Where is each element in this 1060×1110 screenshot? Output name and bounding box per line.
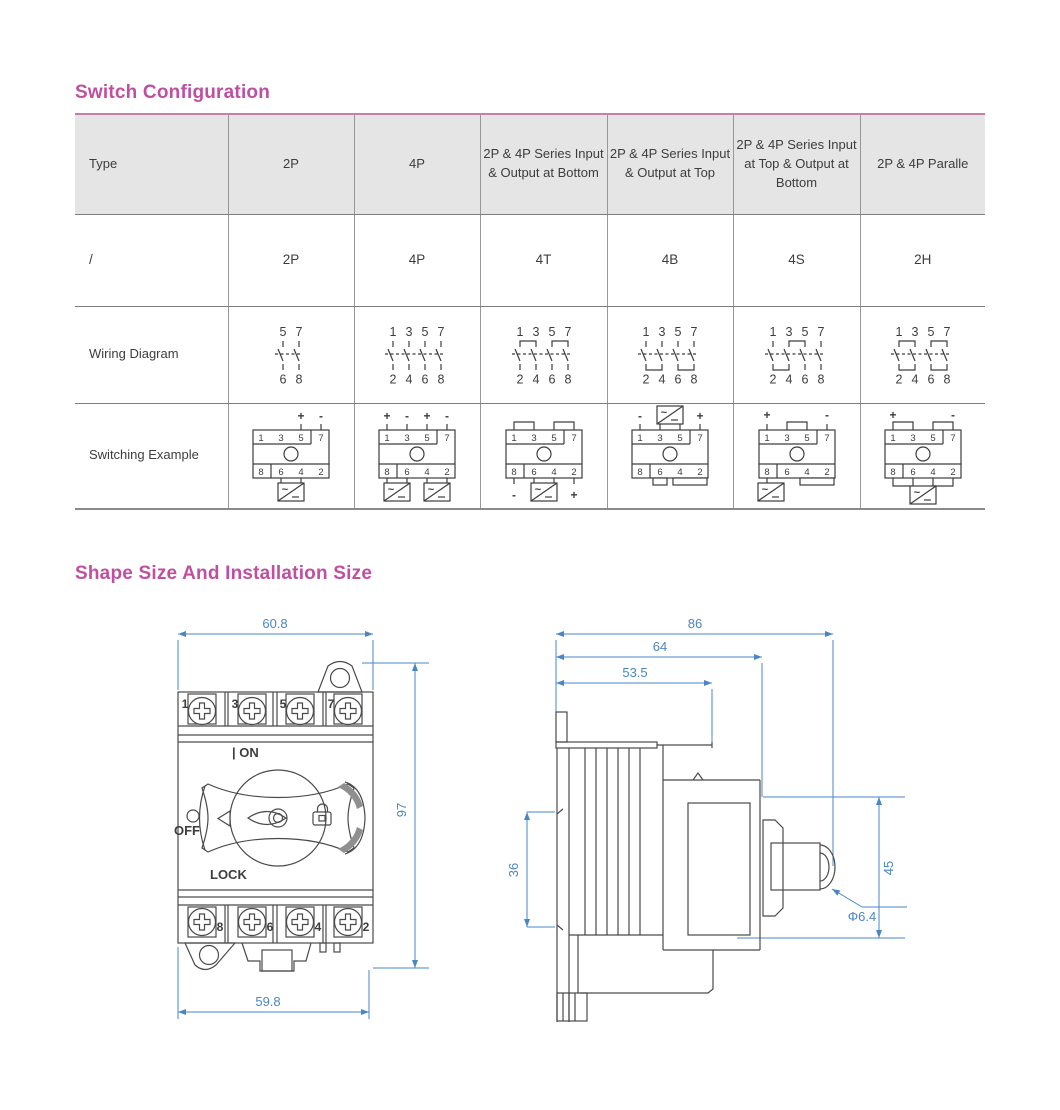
svg-text:3: 3 [405,324,413,339]
dim-height: 97 [394,802,409,818]
wiring-cell-2p [228,306,354,403]
switching-cell-4t [480,403,607,509]
svg-text:3: 3 [911,324,919,339]
svg-text:1: 1 [895,324,903,339]
svg-text:5: 5 [674,324,682,339]
svg-text:4: 4 [677,466,683,478]
terminal-number: 2 [362,920,370,934]
svg-text:7: 7 [690,324,698,339]
switching-cell-4p [354,403,480,509]
svg-text:7: 7 [318,432,324,444]
svg-text:~: ~ [281,483,289,496]
svg-text:6: 6 [657,466,663,478]
svg-text:2: 2 [444,466,450,478]
svg-text:7: 7 [295,324,303,339]
header-4s: 2P & 4P Series Input at Top & Output at Bottom [733,114,860,214]
dim-bottom-width: 59.8 [255,994,281,1009]
svg-text:4: 4 [785,372,792,386]
svg-text:+: + [423,408,431,423]
svg-text:5: 5 [421,324,429,339]
switching-cell-4s [733,403,860,509]
svg-text:8: 8 [637,466,643,478]
code-4s: 4S [733,214,860,306]
svg-text:-: - [405,408,409,423]
dia-leader-line [832,889,862,907]
top-terminal-strip [182,692,362,726]
header-2h: 2P & 4P Paralle [860,114,985,214]
svg-text:3: 3 [657,432,663,444]
svg-text:~: ~ [761,483,768,496]
svg-text:2: 2 [895,372,903,386]
header-type: Type [75,114,228,214]
terminal-number: 5 [279,697,287,711]
svg-text:-: - [950,407,955,422]
dim-top-width: 60.8 [262,616,288,631]
svg-text:5: 5 [927,324,935,339]
wiring-cell-4s [733,306,860,403]
svg-text:8: 8 [690,372,698,386]
switching-row-label: Switching Example [75,403,228,509]
wiring-diagram-2p [273,323,309,387]
svg-text:1: 1 [510,432,517,444]
svg-text:3: 3 [783,432,790,444]
svg-text:5: 5 [677,432,683,444]
svg-text:3: 3 [658,324,666,339]
section-title-shape-size: Shape Size And Installation Size [75,563,373,584]
svg-text:6: 6 [674,372,682,386]
off-indicator-dot [187,810,199,822]
switching-cell-2h [860,403,985,509]
svg-text:6: 6 [279,372,287,386]
svg-text:3: 3 [910,432,916,444]
lock-icon [313,804,331,825]
svg-text:2: 2 [642,372,650,386]
terminal-screw [335,909,362,936]
svg-text:1: 1 [384,432,390,444]
top-cap [556,742,657,748]
svg-text:3: 3 [530,432,537,444]
terminal-number: 7 [327,697,335,711]
wiring-diagram-row [75,306,985,403]
svg-text:+: + [696,408,704,423]
code-row-label: / [75,214,228,306]
svg-text:2: 2 [570,466,577,478]
svg-text:1: 1 [637,432,643,444]
svg-text:4: 4 [550,466,557,478]
svg-text:+: + [569,487,578,502]
header-4b: 2P & 4P Series Input & Output at Top [607,114,733,214]
code-4p: 4P [354,214,480,306]
svg-text:4: 4 [911,372,919,386]
header-4p: 4P [354,114,480,214]
wiring-diagram-4s [763,323,831,387]
wiring-cell-4p [354,306,480,403]
wiring-diagram-4t [510,323,578,387]
switching-cell-4b [607,403,733,509]
svg-text:8: 8 [763,466,770,478]
svg-text:8: 8 [890,466,896,478]
svg-text:4: 4 [803,466,810,478]
din-clip [242,943,311,971]
svg-text:4: 4 [658,372,666,386]
svg-text:5: 5 [279,324,287,339]
svg-text:4: 4 [298,466,304,478]
wiring-row-label: Wiring Diagram [75,306,228,403]
svg-text:-: - [638,408,642,423]
bottom-mounting-ear [185,943,235,970]
svg-text:8: 8 [510,466,517,478]
terminal-screw [287,909,314,936]
svg-text:2: 2 [516,372,523,386]
svg-text:2: 2 [697,466,703,478]
switching-example-4s [750,404,844,508]
svg-text:8: 8 [437,372,445,386]
svg-text:~: ~ [534,483,541,496]
wiring-diagram-4p [383,323,451,387]
label-off: OFF [174,823,200,838]
svg-text:1: 1 [769,324,776,339]
svg-text:6: 6 [910,466,916,478]
terminal-number: 1 [181,697,189,711]
svg-text:2: 2 [769,372,776,386]
svg-text:5: 5 [801,324,808,339]
svg-text:+: + [383,408,391,423]
svg-text:7: 7 [444,432,450,444]
svg-text:6: 6 [278,466,284,478]
side-view-drawing [505,598,945,1048]
switch-body-side [556,712,835,1022]
svg-text:7: 7 [570,432,577,444]
svg-text:7: 7 [823,432,830,444]
bottom-terminal-strip [188,905,370,943]
dim-86: 86 [687,616,703,631]
code-4b: 4B [607,214,733,306]
svg-text:3: 3 [785,324,792,339]
handle-pointer-triangle [218,811,230,826]
svg-text:-: - [511,487,516,502]
svg-text:6: 6 [530,466,537,478]
label-lock: LOCK [210,867,247,882]
terminal-number: 8 [216,920,224,934]
svg-text:~: ~ [660,406,668,419]
svg-text:5: 5 [803,432,810,444]
switching-example-4p [370,404,464,508]
svg-text:1: 1 [763,432,770,444]
svg-text:1: 1 [890,432,896,444]
wiring-cell-4t [480,306,607,403]
svg-text:1: 1 [516,324,523,339]
dim-diameter: Φ6.4 [847,909,877,924]
terminal-number: 6 [266,920,274,934]
svg-text:7: 7 [943,324,951,339]
svg-text:6: 6 [548,372,555,386]
svg-text:1: 1 [258,432,264,444]
svg-text:8: 8 [817,372,824,386]
svg-text:-: - [824,407,829,422]
svg-text:7: 7 [697,432,703,444]
wiring-cell-2h [860,306,985,403]
svg-text:6: 6 [404,466,410,478]
svg-text:4: 4 [532,372,539,386]
terminal-screw [189,909,216,936]
terminal-number: 4 [314,920,322,934]
svg-text:8: 8 [384,466,390,478]
svg-text:6: 6 [783,466,790,478]
svg-text:5: 5 [550,432,557,444]
svg-text:8: 8 [258,466,264,478]
handle-shaft [771,843,820,890]
svg-text:5: 5 [424,432,430,444]
svg-text:1: 1 [642,324,650,339]
svg-text:2: 2 [950,466,956,478]
wiring-diagram-4b [636,323,704,387]
header-4t: 2P & 4P Series Input & Output at Bottom [480,114,607,214]
terminal-screw [189,698,216,725]
svg-text:+: + [889,407,897,422]
terminal-screw [239,698,266,725]
switching-example-2h [876,404,970,508]
switching-example-4t [497,404,591,508]
svg-text:+: + [762,407,771,422]
dim-53-5: 53.5 [622,665,648,680]
svg-text:7: 7 [437,324,445,339]
switching-example-4b [623,404,717,508]
svg-text:~: ~ [387,483,395,496]
switching-example-row [75,403,985,509]
svg-text:1: 1 [389,324,397,339]
wiring-cell-4b [607,306,733,403]
code-4t: 4T [480,214,607,306]
terminal-number: 3 [231,697,239,711]
svg-text:-: - [319,408,323,423]
svg-text:~: ~ [427,483,435,496]
terminal-screw [239,909,266,936]
code-2p: 2P [228,214,354,306]
svg-text:4: 4 [930,466,936,478]
header-2p: 2P [228,114,354,214]
svg-text:8: 8 [295,372,303,386]
svg-text:-: - [445,408,449,423]
switching-cell-2p [228,403,354,509]
label-on: | ON [232,745,259,760]
terminal-screw [287,698,314,725]
svg-text:5: 5 [298,432,304,444]
svg-text:3: 3 [532,324,539,339]
section-title-switch-configuration: Switch Configuration [75,82,271,103]
svg-text:4: 4 [405,372,413,386]
svg-text:2: 2 [823,466,830,478]
svg-text:3: 3 [278,432,284,444]
code-2h: 2H [860,214,985,306]
svg-text:7: 7 [950,432,956,444]
svg-text:7: 7 [564,324,571,339]
switch-configuration-table [75,113,985,510]
svg-text:6: 6 [801,372,808,386]
dim-36: 36 [506,862,521,878]
svg-text:2: 2 [318,466,324,478]
switching-example-2p [244,404,338,508]
wiring-diagram-2h [889,323,957,387]
svg-text:5: 5 [930,432,936,444]
terminal-screw [335,698,362,725]
svg-text:8: 8 [564,372,571,386]
svg-text:2: 2 [389,372,397,386]
code-row [75,214,985,306]
svg-text:5: 5 [548,324,555,339]
svg-text:7: 7 [817,324,824,339]
svg-text:4: 4 [424,466,430,478]
dim-45: 45 [881,860,896,876]
front-view-drawing [148,598,462,1048]
svg-text:~: ~ [913,486,920,499]
svg-text:3: 3 [404,432,410,444]
table-header-row [75,114,985,214]
svg-text:6: 6 [421,372,429,386]
svg-text:+: + [297,408,305,423]
mechanism-housing [688,803,750,935]
svg-text:8: 8 [943,372,951,386]
svg-text:6: 6 [927,372,935,386]
dim-64: 64 [652,639,668,654]
rotary-handle [200,770,366,866]
